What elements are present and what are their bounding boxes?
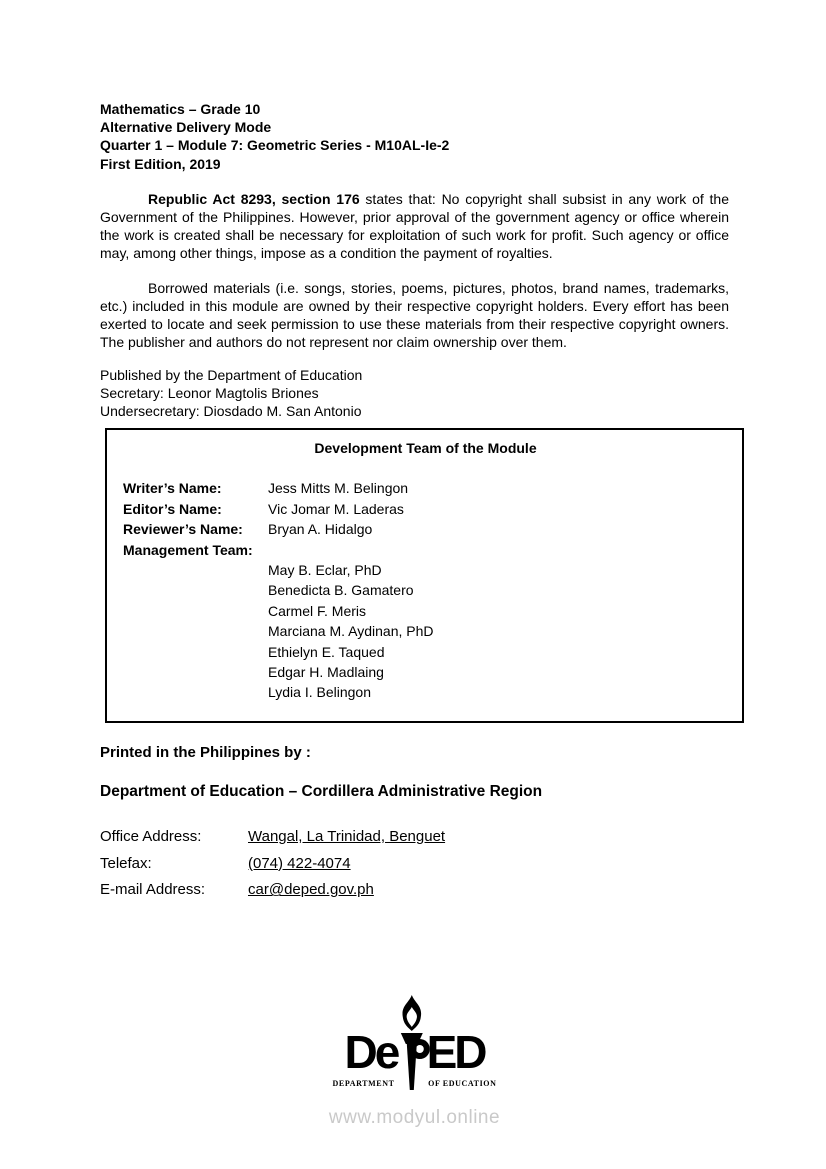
- reviewer-label: Reviewer’s Name:: [123, 521, 243, 538]
- logo-caption-right: OF EDUCATION: [428, 1079, 497, 1088]
- writer-name: Jess Mitts M. Belingon: [268, 480, 409, 497]
- development-team-box: [105, 428, 744, 722]
- borrowed-materials-paragraph: Borrowed materials (i.e. songs, stories, poems, pictures, photos, brand names, trademarks, etc.) included in this module are owned by their respective copyright holders. Every effort has been exerted to locate and seek permission to use these materials from their respective copyright owners. The publisher and authors do not represent nor claim ownership over them.: [100, 279, 729, 350]
- deped-logo-wrap: [100, 1004, 729, 1093]
- management-team-row: [123, 540, 728, 560]
- module-edition-line: First Edition, 2019: [100, 155, 221, 172]
- development-team-title: Development Team of the Module: [314, 440, 537, 457]
- republic-act-text: states that: No copyright shall subsist in any work of the Government of the Philippines. However, prior approval of the government agency or office wherein the work is created shall be necessary for exploitation of such work for profit. Such agency or office may, among other things, impose as a condition the payment of royalties.: [100, 190, 729, 261]
- undersecretary-line: Undersecretary: Diosdado M. San Antonio: [100, 403, 362, 420]
- writer-row: [123, 478, 728, 498]
- publisher-block: [100, 366, 729, 421]
- module-mode-line: Alternative Delivery Mode: [100, 119, 272, 136]
- management-name: Marciana M. Aydinan, PhD: [268, 623, 434, 640]
- logo-text-de: De: [344, 1026, 398, 1078]
- management-team-label: Management Team:: [123, 541, 253, 558]
- deped-logo: [332, 1004, 497, 1088]
- logo-caption: [333, 1079, 497, 1088]
- printed-in-line: Printed in the Philippines by :: [100, 743, 311, 761]
- editor-row: [123, 499, 728, 519]
- management-name: May B. Eclar, PhD: [268, 562, 382, 579]
- email-row: [100, 877, 729, 904]
- secretary-line: Secretary: Leonor Magtolis Briones: [100, 385, 319, 402]
- management-name: Carmel F. Meris: [268, 602, 367, 619]
- module-subject-line: Mathematics – Grade 10: [100, 101, 261, 117]
- republic-act-citation: Republic Act 8293, section 176: [148, 190, 360, 207]
- writer-label: Writer’s Name:: [123, 480, 222, 497]
- contact-block: [100, 824, 729, 904]
- management-name: Edgar H. Madlaing: [268, 664, 384, 681]
- editor-label: Editor’s Name:: [123, 500, 222, 517]
- watermark-text: www.modyul.online: [328, 1107, 501, 1128]
- copyright-paragraph: [100, 190, 729, 262]
- management-name: Lydia I. Belingon: [268, 684, 371, 701]
- module-title-line: Quarter 1 – Module 7: Geometric Series - M10AL-Ie-2: [100, 137, 450, 154]
- telefax-row: [100, 851, 729, 878]
- office-address-value: Wangal, La Trinidad, Benguet: [248, 827, 446, 845]
- reviewer-name: Bryan A. Hidalgo: [268, 521, 373, 538]
- management-team-names: [268, 560, 728, 703]
- reviewer-row: [123, 519, 728, 539]
- published-by-line: Published by the Department of Education: [100, 366, 363, 383]
- module-header: [100, 100, 729, 173]
- office-address-label: Office Address:: [100, 827, 202, 845]
- office-address-row: [100, 824, 729, 851]
- email-value: car@deped.gov.ph: [248, 881, 374, 899]
- email-label: E-mail Address:: [100, 881, 206, 899]
- logo-caption-left: DEPARTMENT: [332, 1079, 395, 1088]
- management-name: Benedicta B. Gamatero: [268, 582, 414, 599]
- editor-name: Vic Jomar M. Laderas: [268, 500, 404, 517]
- management-name: Ethielyn E. Taqued: [268, 643, 385, 660]
- telefax-value: (074) 422-4074: [248, 854, 351, 872]
- logo-text-ed: ED: [426, 1026, 485, 1078]
- department-region-line: Department of Education – Cordillera Administrative Region: [100, 782, 543, 800]
- telefax-label: Telefax:: [100, 854, 152, 872]
